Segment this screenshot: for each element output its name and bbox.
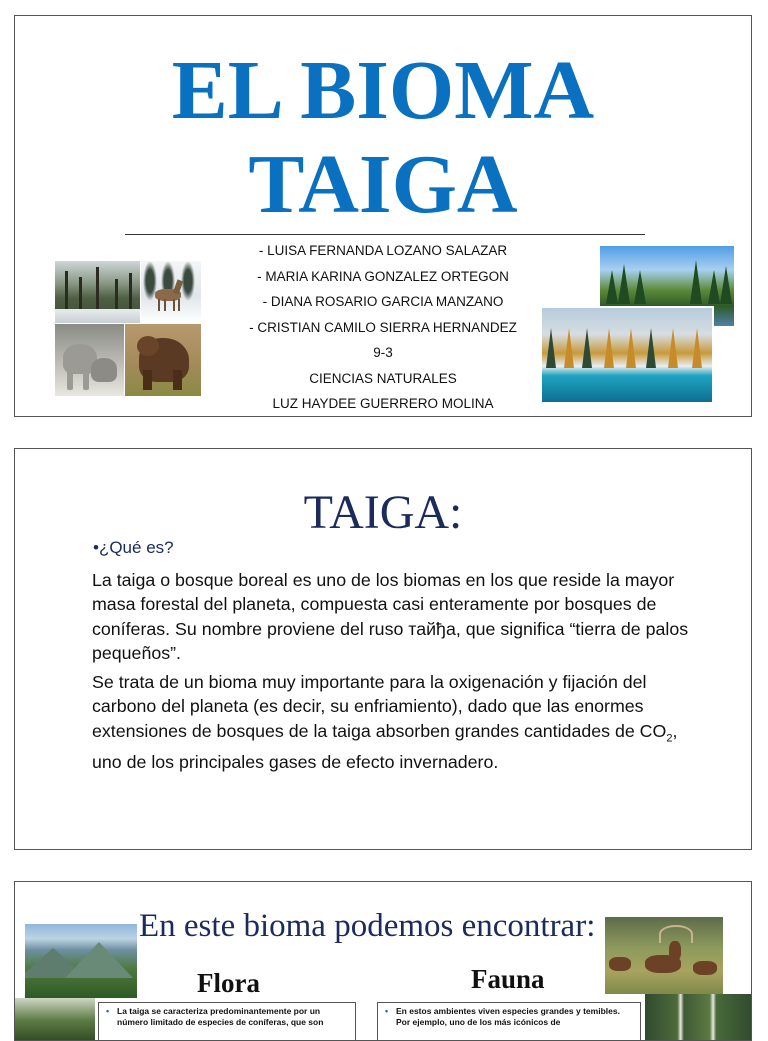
- flora-text: La taiga se caracteriza predominantemente por un número limitado de especies de coníferas, que son: [117, 1006, 324, 1027]
- fauna-text-box: [377, 1002, 641, 1041]
- deer-photo: [141, 261, 201, 323]
- slide-title: TAIGA:: [303, 486, 463, 539]
- bullet-icon: •: [106, 1006, 110, 1016]
- definition-paragraph: La taiga o bosque boreal es uno de los biomas en los que reside la mayor masa forestal del planeta, compuesta casi enteramente por bosques de coníferas. Su nombre proviene del ruso тайђа, que significa “tierra de palos pequeños”.: [92, 570, 689, 663]
- taiga-definition-slide: [14, 448, 752, 850]
- author-line: - CRISTIAN CAMILO SIERRA HERNANDEZ: [249, 319, 517, 335]
- question-bullet: •¿Qué es?: [93, 538, 174, 557]
- grade-label: 9-3: [373, 345, 393, 360]
- elk-photo: [605, 917, 723, 994]
- snowy-forest-photo: [55, 261, 140, 323]
- fauna-heading: Fauna: [471, 964, 545, 994]
- title-slide: [14, 15, 752, 417]
- mountain-forest-photo: [25, 924, 137, 998]
- fauna-text: En estos ambientes viven especies grandes y temibles. Por ejemplo, uno de los más icónicos de: [396, 1006, 620, 1027]
- flora-heading: Flora: [197, 968, 260, 998]
- title-divider: [125, 234, 645, 235]
- autumn-lake-photo: [542, 308, 712, 402]
- slide-title: En este bioma podemos encontrar:: [139, 908, 596, 944]
- author-list: [215, 238, 551, 417]
- flora-text-box: [98, 1002, 356, 1041]
- flora-fauna-slide: [14, 881, 752, 1041]
- slide-title-line2: TAIGA: [248, 138, 518, 231]
- teacher-name: LUZ HAYDEE GUERRERO MOLINA: [272, 396, 494, 411]
- author-line: - DIANA ROSARIO GARCIA MANZANO: [262, 294, 504, 309]
- brown-bear-photo: [125, 324, 201, 396]
- wolves-photo: [55, 324, 124, 396]
- bullet-icon: •: [385, 1006, 389, 1016]
- author-line: - MARIA KARINA GONZALEZ ORTEGON: [257, 268, 509, 284]
- author-line: - LUISA FERNANDA LOZANO SALAZAR: [258, 243, 508, 258]
- birch-forest-photo: [645, 994, 752, 1041]
- importance-paragraph: Se trata de un bioma muy importante para la oxigenación y fijación del carbono del planeta (es decir, su enfriamiento), dado que las enormes extensiones de bosques de la taiga absorben grandes cantidades de $CO_2$, uno de los principales gases de efecto invernadero.: [92, 672, 678, 773]
- subject-label: CIENCIAS NATURALES: [309, 370, 457, 386]
- pine-trees-photo: [15, 998, 95, 1041]
- slide-title-line1: EL BIOMA: [171, 44, 595, 137]
